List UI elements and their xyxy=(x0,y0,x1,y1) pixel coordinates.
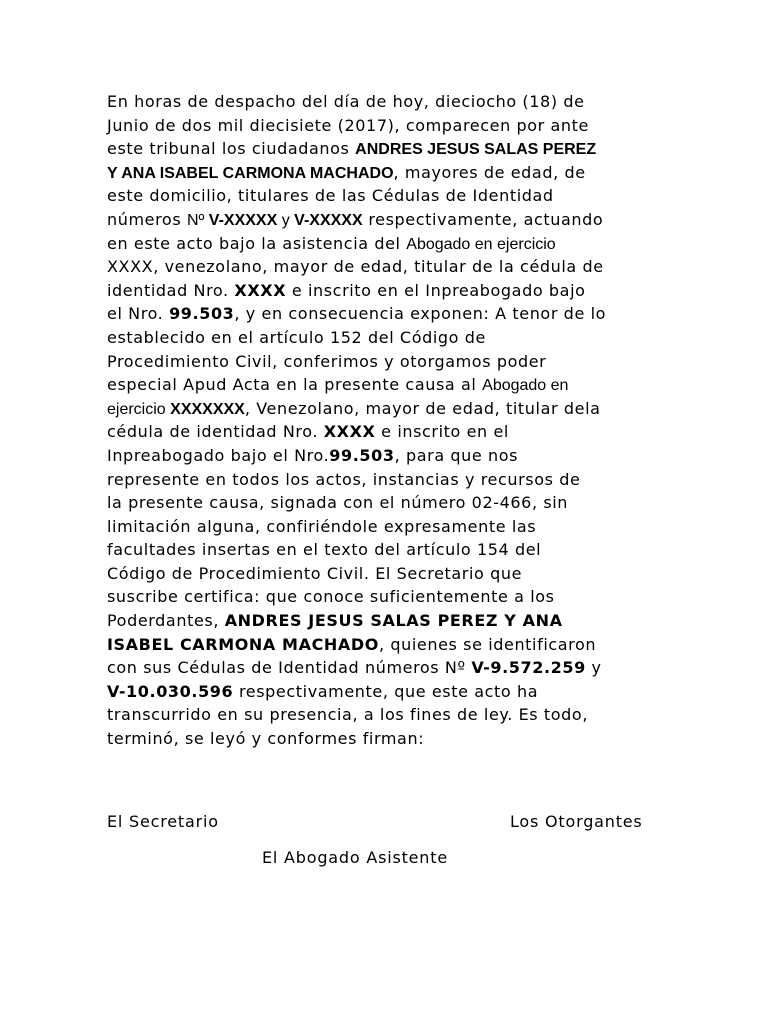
body-line xyxy=(107,727,667,751)
text-segment: cédula de identidad Nro. xyxy=(107,422,324,442)
bold-text-segment: ISABEL CARMONA MACHADO xyxy=(107,634,379,654)
text-segment: , para que nos xyxy=(394,445,519,465)
text-segment: respectivamente, que este acto ha xyxy=(233,681,539,701)
body-line xyxy=(107,515,667,539)
text-segment: , Venezolano, mayor de edad, titular dela xyxy=(244,398,601,418)
text-segment: , quienes se identificaron xyxy=(378,634,597,654)
body-line xyxy=(107,562,667,586)
body-line xyxy=(107,468,667,492)
text-segment: establecido en el artículo 152 del Código de xyxy=(107,327,486,347)
text-segment: ejercicio xyxy=(107,400,171,418)
body-line xyxy=(107,232,667,256)
body-line xyxy=(107,137,667,161)
text-segment: especial Apud Acta en la presente causa al xyxy=(107,375,483,395)
signature-label-grantors: Los Otorgantes xyxy=(510,812,643,831)
text-segment: , y en consecuencia exponen: A tenor de lo xyxy=(234,304,607,324)
body-line xyxy=(107,444,667,468)
text-segment: facultades insertas en el texto del artículo 154 del xyxy=(107,540,542,560)
text-segment: con sus Cédulas de Identidad números Nº xyxy=(107,658,472,678)
bold-text-segment: V-9.572.259 xyxy=(471,658,586,678)
text-segment: Código de Procedimiento Civil. El Secretario que xyxy=(107,563,523,583)
document-body-text xyxy=(107,90,667,751)
body-line xyxy=(107,680,667,704)
text-segment: e inscrito en el Inpreabogado bajo xyxy=(286,280,586,300)
bold-text-segment: V-XXXXX xyxy=(208,211,278,229)
bold-text-segment: ANDRES JESUS SALAS PEREZ Y ANA xyxy=(224,611,563,631)
text-segment: el Nro. xyxy=(107,304,170,324)
body-line xyxy=(107,633,667,657)
body-line xyxy=(107,279,667,303)
body-line xyxy=(107,609,667,633)
bold-text-segment: ANDRES JESUS SALAS PEREZ xyxy=(355,141,597,159)
text-segment: Junio de dos mil diecisiete (2017), comparecen por ante xyxy=(107,115,589,135)
text-segment: Inpreabogado bajo el Nro. xyxy=(107,445,330,465)
text-segment: este domicilio, titulares de las Cédulas de Identidad xyxy=(107,186,554,206)
text-segment: en este acto bajo la asistencia del xyxy=(107,233,407,253)
signature-label-secretary: El Secretario xyxy=(107,812,219,831)
text-segment: e inscrito en el xyxy=(375,422,509,442)
text-segment: la presente causa, signada con el número 02-466, sin xyxy=(107,493,569,513)
body-line xyxy=(107,397,667,421)
bold-text-segment: XXXX xyxy=(234,280,287,300)
text-segment: Poderdantes, xyxy=(107,611,225,631)
body-line xyxy=(107,90,667,114)
bold-text-segment: V-XXXXX xyxy=(294,211,363,229)
body-line xyxy=(107,350,667,374)
body-line xyxy=(107,703,667,727)
bold-text-segment: V-10.030.596 xyxy=(107,681,234,701)
text-segment: transcurrido en su presencia, a los fines de ley. Es todo, xyxy=(107,705,589,725)
text-segment: números xyxy=(107,209,187,229)
body-line xyxy=(107,491,667,515)
text-segment: En horas de despacho del día de hoy, dieciocho (18) de xyxy=(107,92,585,111)
body-line xyxy=(107,208,667,232)
text-segment: XXXX, venezolano, mayor de edad, titular de la cédula de xyxy=(107,257,604,277)
body-line xyxy=(107,373,667,397)
body-line xyxy=(107,326,667,350)
body-line xyxy=(107,255,667,279)
text-segment: Nº xyxy=(186,211,209,229)
text-segment: limitación alguna, confiriéndole expresamente las xyxy=(107,516,537,536)
signature-label-assisting-lawyer: El Abogado Asistente xyxy=(262,848,448,867)
text-segment: terminó, se leyó y conformes firman: xyxy=(107,729,425,749)
text-segment: Abogado en ejercicio xyxy=(406,235,556,253)
body-line xyxy=(107,161,667,185)
text-segment: y xyxy=(277,211,295,229)
text-segment: Procedimiento Civil, conferimos y otorgamos poder xyxy=(107,351,547,371)
text-segment: y xyxy=(585,658,602,678)
text-segment: suscribe certifica: que conoce suficientemente a los xyxy=(107,587,555,607)
text-segment: represente en todos los actos, instancias y recursos de xyxy=(107,469,581,489)
body-line xyxy=(107,184,667,208)
body-line xyxy=(107,585,667,609)
text-segment: , mayores de edad, de xyxy=(393,162,586,182)
body-line xyxy=(107,656,667,680)
body-line xyxy=(107,114,667,138)
body-line xyxy=(107,420,667,444)
text-segment: respectivamente, actuando xyxy=(362,209,604,229)
bold-text-segment: 99.503 xyxy=(329,445,395,465)
body-line xyxy=(107,538,667,562)
bold-text-segment: XXXXXXX xyxy=(170,400,245,418)
text-segment: este tribunal los ciudadanos xyxy=(107,139,356,159)
body-line xyxy=(107,302,667,326)
text-segment: Abogado en xyxy=(482,377,569,395)
text-segment: identidad Nro. xyxy=(107,280,235,300)
bold-text-segment: 99.503 xyxy=(169,304,235,324)
bold-text-segment: Y ANA ISABEL CARMONA MACHADO xyxy=(107,164,394,182)
bold-text-segment: XXXX xyxy=(323,422,376,442)
